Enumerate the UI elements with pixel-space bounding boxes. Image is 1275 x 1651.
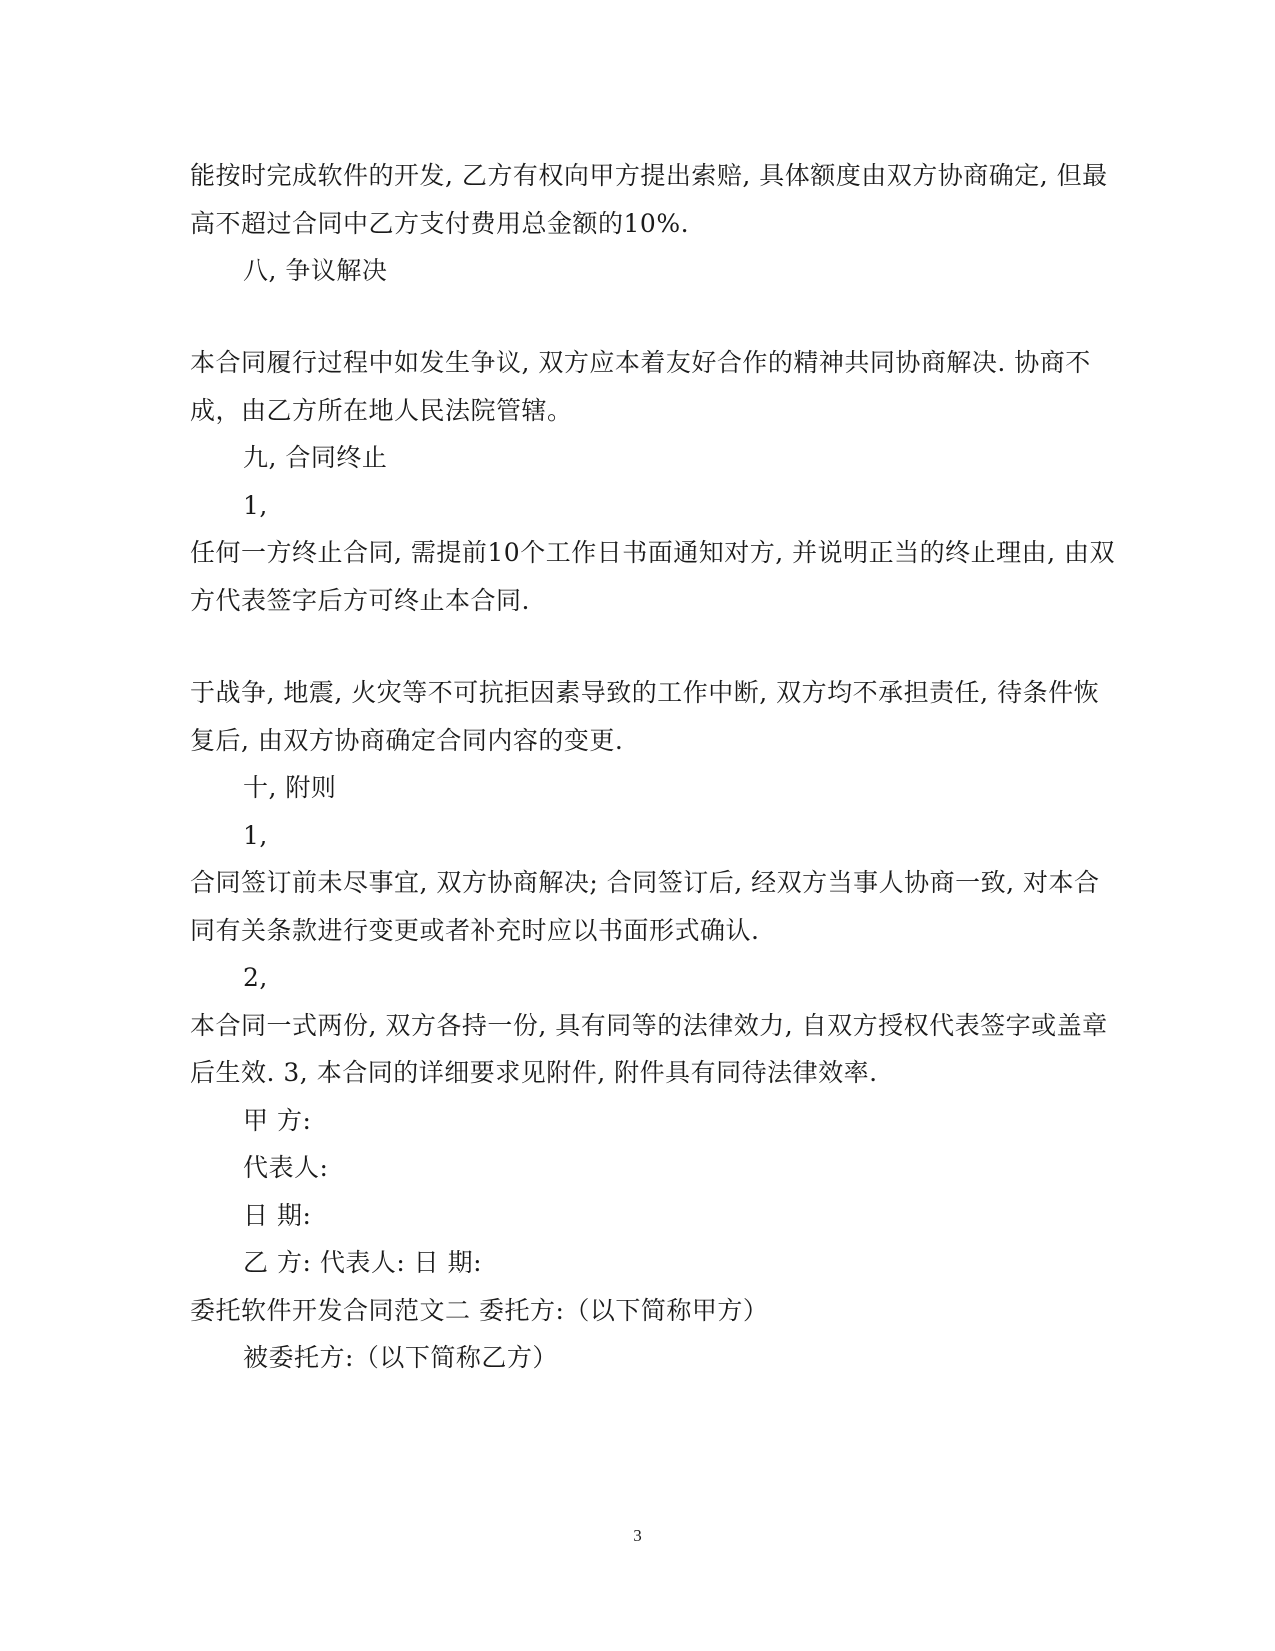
text-line: 本合同一式两份, 双方各持一份, 具有同等的法律效力, 自双方授权代表签字或盖章 bbox=[190, 1011, 1108, 1040]
party-b-signature-line: 乙 方: 代表人: 日 期: bbox=[243, 1248, 483, 1277]
text-line: 本合同履行过程中如发生争议, 双方应本着友好合作的精神共同协商解决. 协商不 bbox=[190, 348, 1091, 377]
text-line: 被委托方:（以下简称乙方） bbox=[243, 1343, 558, 1372]
section-heading: 九, 合同终止 bbox=[243, 443, 388, 472]
text-line: 同有关条款进行变更或者补充时应以书面形式确认. bbox=[190, 916, 760, 945]
text-line: 高不超过合同中乙方支付费用总金额的10%. bbox=[190, 209, 690, 238]
text-line: 复后, 由双方协商确定合同内容的变更. bbox=[190, 726, 624, 755]
clause-number: 1, bbox=[243, 821, 268, 850]
page-number: 3 bbox=[633, 1526, 642, 1545]
text-line: 合同签订前未尽事宜, 双方协商解决; 合同签订后, 经双方当事人协商一致, 对本合 bbox=[190, 868, 1100, 897]
text-line: 后生效. 3, 本合同的详细要求见附件, 附件具有同待法律效率. bbox=[190, 1058, 878, 1087]
text-line: 于战争, 地震, 火灾等不可抗拒因素导致的工作中断, 双方均不承担责任, 待条件恢 bbox=[190, 678, 1100, 707]
date-label: 日 期: bbox=[243, 1201, 312, 1230]
text-line: 方代表签字后方可终止本合同. bbox=[190, 586, 530, 615]
text-line: 成，由乙方所在地人民法院管辖。 bbox=[190, 396, 573, 425]
text-line: 委托软件开发合同范文二 委托方:（以下简称甲方） bbox=[190, 1296, 769, 1325]
representative-label: 代表人: bbox=[243, 1153, 329, 1182]
text-line: 能按时完成软件的开发, 乙方有权向甲方提出索赔, 具体额度由双方协商确定, 但最 bbox=[190, 161, 1108, 190]
party-a-label: 甲 方: bbox=[243, 1106, 312, 1135]
section-heading: 十, 附则 bbox=[243, 773, 337, 802]
clause-number: 1, bbox=[243, 491, 268, 520]
section-heading: 八, 争议解决 bbox=[243, 256, 388, 285]
clause-number: 2, bbox=[243, 963, 268, 992]
text-line: 任何一方终止合同, 需提前10个工作日书面通知对方, 并说明正当的终止理由, 由双 bbox=[190, 538, 1115, 567]
